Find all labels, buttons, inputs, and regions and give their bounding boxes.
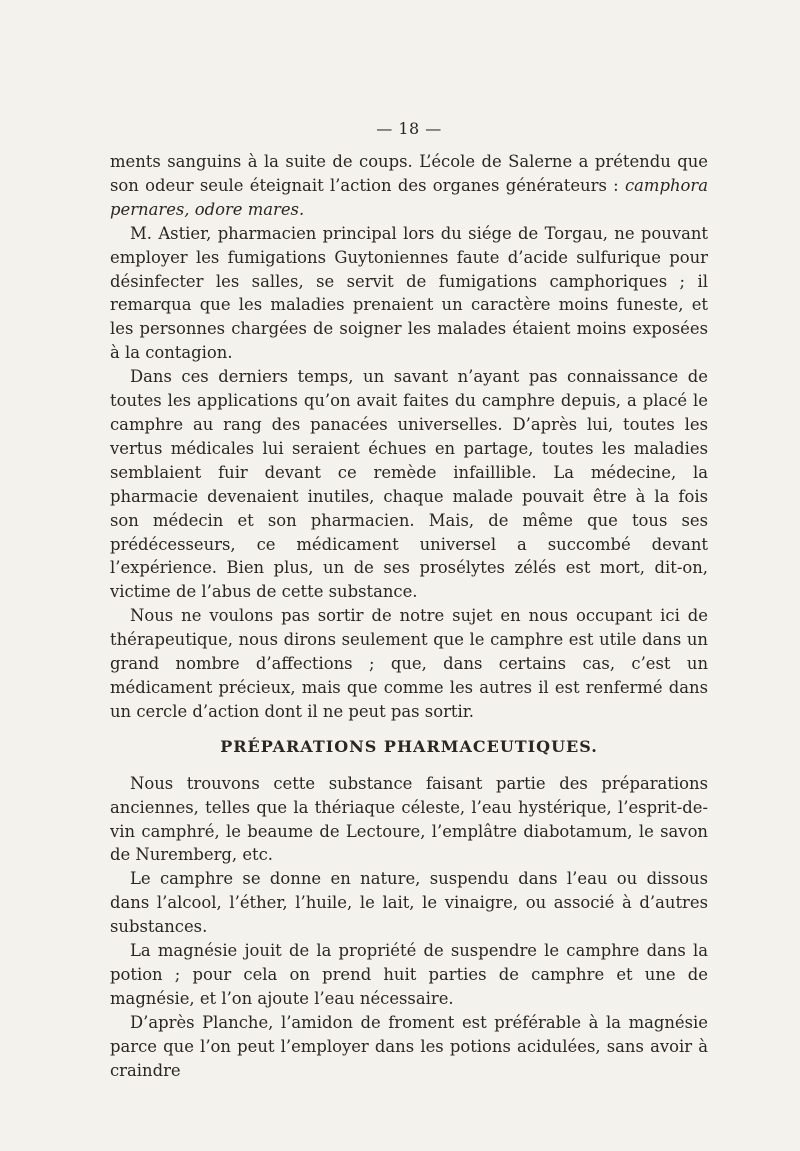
paragraph-1-text: ments sanguins à la suite de coups. L’école de Salerne a prétendu que son odeur seule éteignait l’action des organes générateurs : — [110, 152, 708, 195]
paragraph-3: Dans ces derniers temps, un savant n’ayant pas connaissance de toutes les applications qu’on avait faites du camphre depuis, a placé le camphre au rang des panacées universelles. D’après lui, toutes les vertus médicales lui seraient échues en partage, toutes les maladies semblaient fuir devant ce remède infaillible. La médecine, la pharmacie devenaient inutiles, chaque malade pouvait être à la fois son médecin et son pharmacien. Mais, de même que tous ses prédécesseurs, ce médicament universel a succombé devant l’expérience. Bien plus, un de ses prosélytes zélés est mort, dit-on, victime de l’abus de cette substance. — [110, 367, 708, 602]
section-heading: PRÉPARATIONS PHARMACEUTIQUES. — [220, 736, 598, 756]
page-number: — 18 — — [376, 119, 442, 138]
paragraph-4: Nous ne voulons pas sortir de notre sujet en nous occupant ici de thérapeutique, nous dirons seulement que le camphre est utile dans un grand nombre d’affections ; que, dans certains cas, c’est un médicament précieux, mais que comme les autres il est renfermé dans un cercle d’action dont il ne peut pas sortir. — [110, 606, 708, 721]
latin-quote: camphora pernares, odore mares. — [110, 175, 708, 219]
paragraph-1 — [110, 150, 708, 222]
page-content — [110, 118, 708, 1083]
section-paragraph-1: Nous trouvons cette substance faisant partie des préparations anciennes, telles que la thériaque céleste, l’eau hystérique, l’esprit-de-vin camphré, le beaume de Lectoure, l’emplâtre diabotamum, le savon de Nuremberg, etc. — [110, 773, 708, 865]
paragraph-2: M. Astier, pharmacien principal lors du siége de Torgau, ne pouvant employer les fumigations Guytoniennes faute d’acide sulfurique pour désinfecter les salles, se servit de fumigations camphoriques ; il remarqua que les maladies prenaient un caractère moins funeste, et les personnes chargées de soigner les malades étaient moins exposées à la contagion. — [110, 223, 708, 363]
section-paragraph-3: La magnésie jouit de la propriété de suspendre le camphre dans la potion ; pour cela on prend huit parties de camphre et une de magnésie, et l’on ajoute l’eau nécessaire. — [110, 941, 708, 1008]
section-paragraph-2: Le camphre se donne en nature, suspendu dans l’eau ou dissous dans l’alcool, l’éther, l’huile, le lait, le vinaigre, ou associé à d’autres substances. — [110, 869, 708, 937]
section-paragraph-4: D’après Planche, l’amidon de froment est préférable à la magnésie parce que l’on peut l’employer dans les potions acidulées, sans avoir à craindre — [110, 1012, 708, 1080]
